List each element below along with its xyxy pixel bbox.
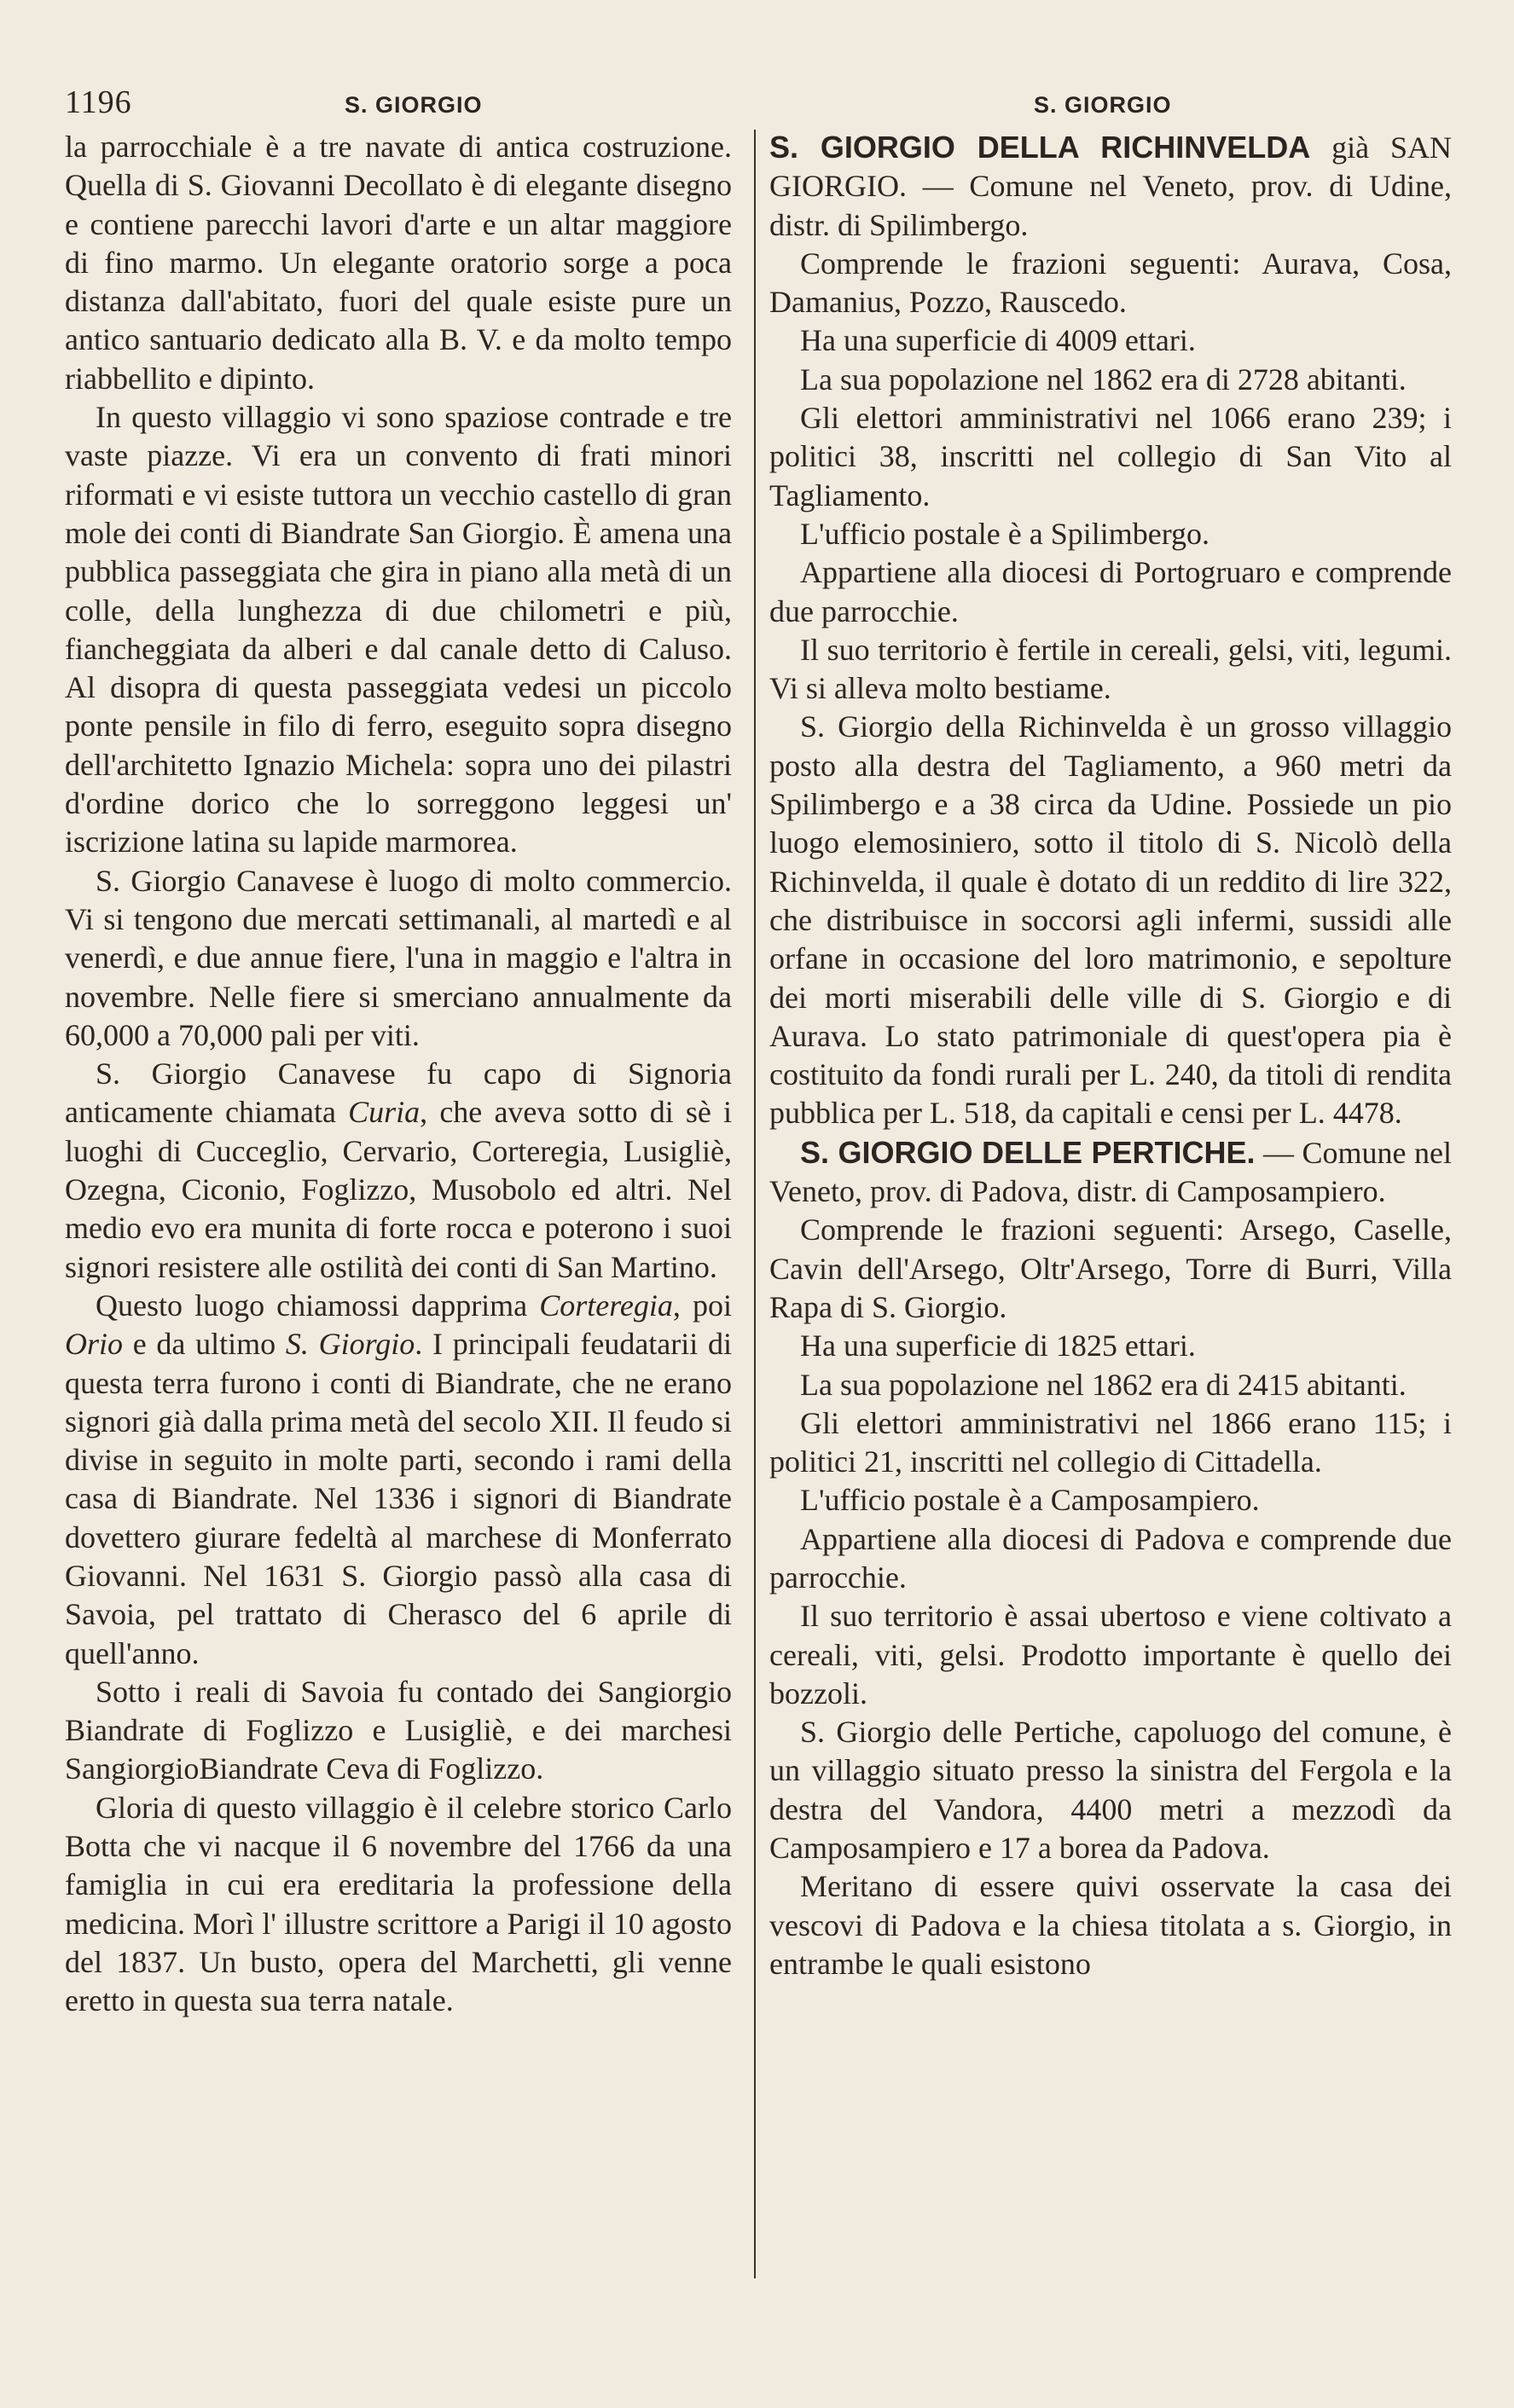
entry-heading-paragraph — [769, 1133, 1452, 1212]
text-run: già SAN GIORGIO. — Comune nel Veneto, prov. di Udine, distr. di Spilimbergo. — [769, 130, 1453, 242]
entry-heading-paragraph — [769, 128, 1452, 245]
italic-name: Corteregia — [539, 1288, 673, 1323]
paragraph: S. Giorgio della Richinvelda è un grosso villaggio posto alla destra del Tagliamento, a 960 metri da Spilimbergo e a 38 circa da Udine. Possiede un pio luogo elemosiniero, sotto il titolo di S. Nicolò della Richinvelda, il quale è dotato di un reddito di lire 322, che distribuisce in soccorsi agli infermi, sussidi alle orfane in occasione del loro matrimonio, e sepolture dei morti miserabili delle ville di S. Giorgio e di Aurava. Lo stato patrimoniale di quest'opera pia è costituito da fondi rurali per L. 240, da titoli di rendita pubblica per L. 518, da capitali e censi per L. 4478. — [769, 709, 1452, 1131]
page-number: 1196 — [65, 84, 132, 120]
paragraph — [65, 1055, 732, 1287]
paragraph: L'ufficio postale è a Spilimbergo. — [800, 516, 1210, 551]
paragraph — [65, 1287, 732, 1673]
paragraph: Comprende le frazioni seguenti: Arsego, Caselle, Cavin dell'Arsego, Oltr'Arsego, Torre di Burri, Villa Rapa di S. Giorgio. — [769, 1213, 1452, 1324]
entry-title: S. GIORGIO DELLA RICHINVELDA — [769, 130, 1311, 165]
paragraph: Sotto i reali di Savoia fu contado dei Sangiorgio Biandrate di Foglizzo e Lusigliè, e dei marchesi SangiorgioBiandrate Ceva di Foglizzo. — [65, 1674, 732, 1786]
running-header-right: S. GIORGIO — [1034, 92, 1172, 118]
text-run: , poi — [672, 1288, 732, 1323]
right-column — [769, 128, 1452, 1983]
text-run: Questo luogo chiamossi dapprima — [96, 1288, 540, 1323]
paragraph: Ha una superficie di 1825 ettari. — [800, 1328, 1196, 1363]
paragraph: Appartiene alla diocesi di Portogruaro e comprende due parrocchie. — [769, 555, 1452, 628]
paragraph: L'ufficio postale è a Camposampiero. — [800, 1483, 1260, 1518]
entry-title: S. GIORGIO DELLE PERTICHE. — [800, 1134, 1256, 1170]
italic-name: Curia — [348, 1095, 421, 1130]
text-run: e da ultimo — [123, 1327, 286, 1362]
column-divider — [754, 130, 756, 2278]
paragraph: Comprende le frazioni seguenti: Aurava, Cosa, Damanius, Pozzo, Rauscedo. — [769, 246, 1452, 320]
paragraph: Gli elettori amministrativi nel 1866 erano 115; i politici 21, inscritti nel collegio di Cittadella. — [769, 1405, 1452, 1479]
text-run: S. Giorgio Canavese fu capo di Signoria anticamente chiamata — [65, 1056, 732, 1130]
paragraph: S. Giorgio delle Pertiche, capoluogo del comune, è un villaggio situato presso la sinistra del Fergola e la destra del Vandora, 4400 metri a mezzodì da Camposampiero e 17 a borea da Padova. — [769, 1715, 1452, 1866]
italic-name: S. Giorgio — [285, 1327, 415, 1362]
paragraph: Il suo territorio è fertile in cereali, gelsi, viti, legumi. Vi si alleva molto bestiame. — [769, 632, 1452, 706]
paragraph: Il suo territorio è assai ubertoso e viene coltivato a cereali, viti, gelsi. Prodotto importante è quello dei bozzoli. — [769, 1599, 1452, 1710]
paragraph: S. Giorgio Canavese è luogo di molto commercio. Vi si tengono due mercati settimanali, al martedì e al venerdì, e due annue fiere, l'una in maggio e l'altra in novembre. Nelle fiere si smerciano annualmente da 60,000 a 70,000 pali per viti. — [65, 863, 732, 1052]
paragraph: la parrocchiale è a tre navate di antica costruzione. Quella di S. Giovanni Decollato è di elegante disegno e contiene parecchi lavori d'arte e un altar maggiore di fino marmo. Un elegante oratorio sorge a poca distanza dall'abitato, fuori del quale esiste pure un antico santuario dedicato alla B. V. e da molto tempo riabbellito e dipinto. — [65, 130, 732, 396]
text-run: . I principali feudatarii di questa terra furono i conti di Biandrate, che ne erano signori già dalla prima metà del secolo XII. Il feudo si divise in seguito in molte parti, secondo i rami della casa di Biandrate. Nel 1336 i signori di Biandrate dovettero giurare fedeltà al marchese di Monferrato Giovanni. Nel 1631 S. Giorgio passò alla casa di Savoia, pel trattato di Cherasco del 6 aprile di quell'anno. — [65, 1327, 732, 1670]
paragraph: Appartiene alla diocesi di Padova e comprende due parrocchie. — [769, 1521, 1452, 1595]
paragraph: Meritano di essere quivi osservate la casa dei vescovi di Padova e la chiesa titolata a s. Giorgio, in entrambe le quali esistono — [769, 1869, 1452, 1981]
paragraph: La sua popolazione nel 1862 era di 2728 abitanti. — [800, 362, 1407, 397]
paragraph: Gli elettori amministrativi nel 1066 erano 239; i politici 38, inscritti nel collegio di San Vito al Tagliamento. — [769, 401, 1452, 512]
italic-name: Orio — [65, 1327, 124, 1362]
paragraph: La sua popolazione nel 1862 era di 2415 abitanti. — [800, 1367, 1407, 1402]
left-column — [65, 128, 732, 2021]
paragraph: Gloria di questo villaggio è il celebre storico Carlo Botta che vi nacque il 6 novembre del 1766 da una famiglia in cui era ereditaria la professione della medicina. Morì l' illustre scrittore a Parigi il 10 agosto del 1837. Un busto, opera del Marchetti, gli venne eretto in questa sua terra natale. — [65, 1790, 732, 2018]
running-header-left: S. GIORGIO — [345, 92, 483, 118]
paragraph: In questo villaggio vi sono spaziose contrade e tre vaste piazze. Vi era un convento di frati minori riformati e vi esiste tuttora un vecchio castello di gran mole dei conti di Biandrate San Giorgio. È amena una pubblica passeggiata che gira in piano alla metà di un colle, della lunghezza di due chilometri e più, fiancheggiata da alberi e dal canale detto di Caluso. Al disopra di questa passeggiata vedesi un piccolo ponte pensile in filo di ferro, eseguito sopra disegno dell'architetto Ignazio Michela: sopra uno dei pilastri d'ordine dorico che lo sorreggono leggesi un' iscrizione latina su lapide marmorea. — [65, 400, 732, 860]
paragraph: Ha una superficie di 4009 ettari. — [800, 323, 1196, 358]
text-run: — Comune nel Veneto, prov. di Padova, distr. di Camposampiero. — [769, 1135, 1452, 1209]
text-run: , che aveva sotto di sè i luoghi di Cucceglio, Cervario, Corteregia, Lusigliè, Ozegna, Ciconio, Foglizzo, Musobolo ed altri. Nel medio evo era munita di forte rocca e poterono i suoi signori resistere alle ostilità dei conti di San Martino. — [65, 1095, 732, 1284]
